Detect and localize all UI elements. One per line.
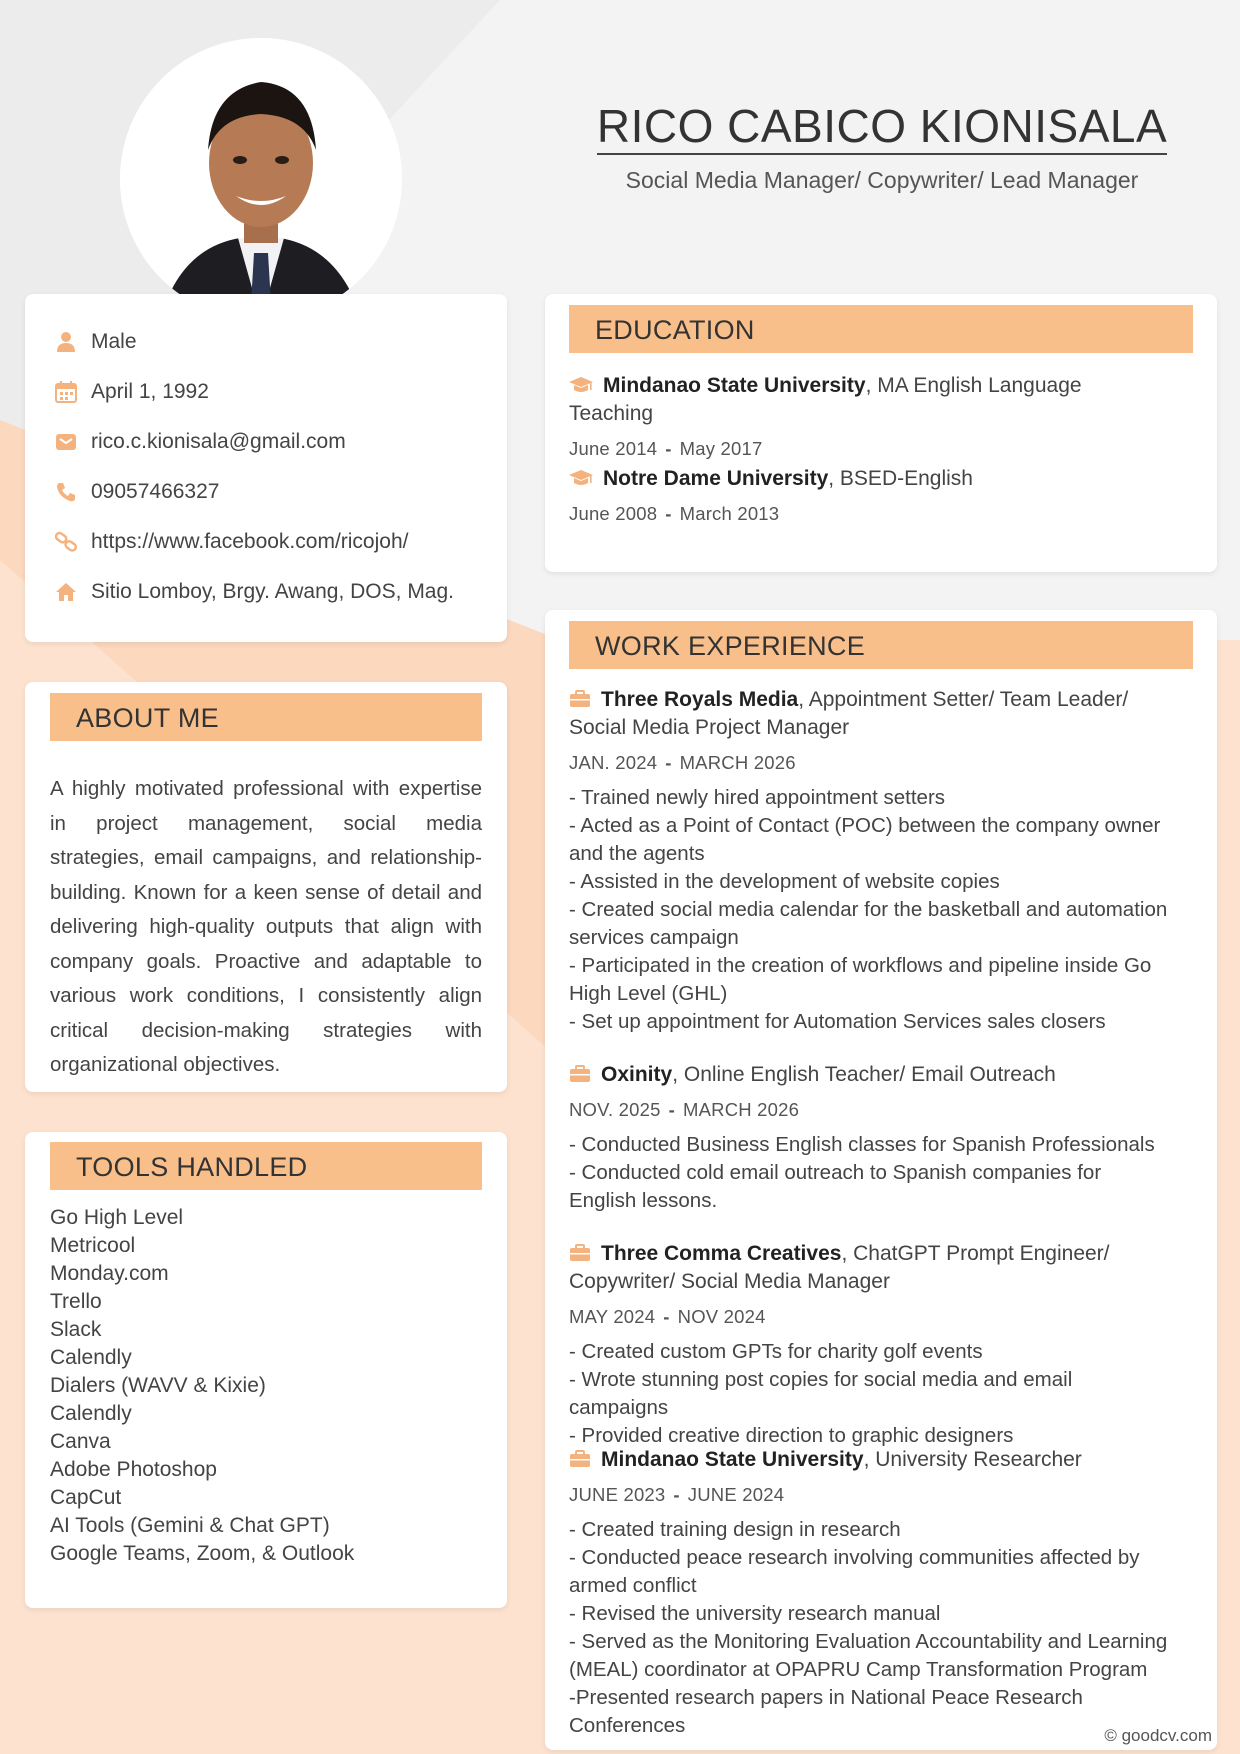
list-item: -Presented research papers in National Peace Research Conferences — [569, 1686, 1083, 1737]
company-name: Three Royals Media — [601, 688, 799, 711]
address-value: Sitio Lomboy, Brgy. Awang, DOS, Mag. — [91, 580, 454, 603]
end-date: JUNE 2024 — [687, 1484, 785, 1505]
start-date: NOV. 2025 — [569, 1099, 661, 1120]
start-date: June 2008 — [569, 503, 658, 524]
avatar-icon — [120, 38, 402, 320]
list-item: Calendly — [50, 1346, 132, 1369]
school-name: Notre Dame University — [603, 467, 829, 490]
job-duties — [569, 784, 1169, 1036]
briefcase-icon — [569, 1244, 591, 1262]
date-separator: - — [663, 1306, 670, 1327]
date-separator: - — [665, 438, 672, 459]
birthdate-value: April 1, 1992 — [91, 380, 209, 403]
end-date: MARCH 2026 — [679, 752, 796, 773]
list-item: - Trained newly hired appointment setters — [569, 786, 946, 809]
candidate-name: RICO CABICO KIONISALA — [597, 100, 1167, 155]
education-heading: EDUCATION — [569, 305, 1193, 353]
list-item: - Participated in the creation of workflows and pipeline inside Go High Level (GHL) — [569, 954, 1152, 1005]
footer-brand[interactable]: © goodcv.com — [1104, 1726, 1212, 1745]
date-range — [569, 503, 1169, 525]
date-separator: - — [665, 503, 672, 524]
start-date: JAN. 2024 — [569, 752, 658, 773]
start-date: June 2014 — [569, 438, 658, 459]
job-entry — [569, 1240, 1169, 1450]
end-date: March 2013 — [679, 503, 780, 524]
date-range — [569, 752, 1169, 774]
contact-birthdate — [55, 380, 209, 404]
job-role: , Appointment Setter/ Team Leader/ Social Media Project Manager — [569, 688, 1129, 739]
job-entry — [569, 1446, 1169, 1740]
briefcase-icon — [569, 1065, 591, 1083]
education-entry — [569, 372, 1169, 460]
contact-gender — [55, 330, 137, 354]
briefcase-icon — [569, 1450, 591, 1468]
job-role: , Online English Teacher/ Email Outreach — [672, 1063, 1056, 1086]
gender-value: Male — [91, 330, 137, 353]
date-range — [569, 1306, 1169, 1328]
mail-icon — [55, 431, 77, 453]
contact-website — [55, 530, 408, 554]
about-heading: ABOUT ME — [50, 693, 482, 741]
date-separator: - — [673, 1484, 680, 1505]
tools-heading: TOOLS HANDLED — [50, 1142, 482, 1190]
job-entry — [569, 1061, 1169, 1215]
list-item: - Served as the Monitoring Evaluation Accountability and Learning (MEAL) coordinator at OPAPRU Camp Transformation Program — [569, 1630, 1168, 1681]
tools-card — [25, 1132, 507, 1608]
date-range — [569, 438, 1169, 460]
list-item: Calendly — [50, 1402, 132, 1425]
date-separator: - — [668, 1099, 676, 1120]
list-item: Canva — [50, 1430, 111, 1453]
date-separator: - — [665, 752, 672, 773]
list-item: - Wrote stunning post copies for social media and email campaigns — [569, 1368, 1073, 1419]
list-item: Monday.com — [50, 1262, 169, 1285]
job-duties — [569, 1516, 1169, 1740]
list-item: CapCut — [50, 1486, 122, 1509]
calendar-icon — [55, 381, 77, 403]
list-item: Dialers (WAVV & Kixie) — [50, 1374, 266, 1397]
list-item: - Revised the university research manual — [569, 1602, 941, 1625]
company-name: Mindanao State University — [601, 1448, 864, 1471]
about-text: A highly motivated professional with expertise in project management, social media strategies, email campaigns, and relationship-building. Known for a keen sense of detail and delivering high-quality outputs that align with company goals. Proactive and adaptable to various work conditions, I consistently align critical decision-making strategies with organizational objectives. — [50, 777, 482, 1076]
list-item: - Conducted cold email outreach to Spanish companies for English lessons. — [569, 1161, 1102, 1212]
education-card — [545, 294, 1217, 572]
list-item: Go High Level — [50, 1206, 184, 1229]
contact-card — [25, 294, 507, 642]
graduation-cap-icon — [569, 469, 593, 487]
job-role: , ChatGPT Prompt Engineer/ Copywriter/ Social Media Manager — [569, 1242, 1110, 1293]
list-item: AI Tools (Gemini & Chat GPT) — [50, 1514, 330, 1537]
job-duties — [569, 1338, 1169, 1450]
date-range — [569, 1099, 1169, 1121]
company-name: Oxinity — [601, 1063, 673, 1086]
work-heading: WORK EXPERIENCE — [569, 621, 1193, 669]
work-card — [545, 610, 1217, 1750]
list-item: - Created custom GPTs for charity golf events — [569, 1340, 983, 1363]
list-item: Google Teams, Zoom, & Outlook — [50, 1542, 355, 1565]
person-icon — [55, 331, 77, 353]
list-item: - Conducted peace research involving communities affected by armed conflict — [569, 1546, 1140, 1597]
list-item: - Conducted Business English classes for Spanish Professionals — [569, 1133, 1155, 1156]
contact-email — [55, 430, 346, 454]
list-item: - Created training design in research — [569, 1518, 901, 1541]
tools-list — [50, 1204, 354, 1568]
list-item: Trello — [50, 1290, 102, 1313]
school-name: Mindanao State University — [603, 374, 866, 397]
briefcase-icon — [569, 690, 591, 708]
link-icon — [55, 531, 77, 553]
list-item: - Assisted in the development of website copies — [569, 870, 1000, 893]
list-item: Slack — [50, 1318, 102, 1341]
degree: , MA English Language Teaching — [569, 374, 1082, 425]
email-link[interactable]: rico.c.kionisala@gmail.com — [91, 430, 346, 453]
home-icon — [55, 581, 77, 603]
profile-photo — [120, 38, 402, 320]
contact-phone — [55, 480, 219, 504]
degree: , BSED-English — [828, 467, 973, 490]
job-entry — [569, 686, 1169, 1036]
phone-value[interactable]: 09057466327 — [91, 480, 220, 503]
list-item: - Set up appointment for Automation Services sales closers — [569, 1010, 1106, 1033]
end-date: NOV 2024 — [677, 1306, 766, 1327]
date-range — [569, 1484, 1169, 1506]
phone-icon — [55, 481, 77, 503]
website-link[interactable]: https://www.facebook.com/ricojoh/ — [91, 530, 409, 553]
start-date: JUNE 2023 — [569, 1484, 666, 1505]
start-date: MAY 2024 — [569, 1306, 656, 1327]
job-duties — [569, 1131, 1169, 1215]
job-role: , University Researcher — [863, 1448, 1082, 1471]
end-date: MARCH 2026 — [683, 1099, 800, 1120]
list-item: - Provided creative direction to graphic designers — [569, 1424, 1014, 1447]
list-item: - Acted as a Point of Contact (POC) between the company owner and the agents — [569, 814, 1161, 865]
list-item: Metricool — [50, 1234, 136, 1257]
header — [548, 100, 1216, 194]
education-entry — [569, 465, 1169, 525]
list-item: - Created social media calendar for the basketball and automation services campaign — [569, 898, 1168, 949]
list-item: Adobe Photoshop — [50, 1458, 217, 1481]
job-title: Social Media Manager/ Copywriter/ Lead Manager — [625, 167, 1139, 193]
about-card — [25, 682, 507, 1092]
graduation-cap-icon — [569, 376, 593, 394]
end-date: May 2017 — [679, 438, 763, 459]
company-name: Three Comma Creatives — [601, 1242, 842, 1265]
contact-address — [55, 580, 454, 604]
